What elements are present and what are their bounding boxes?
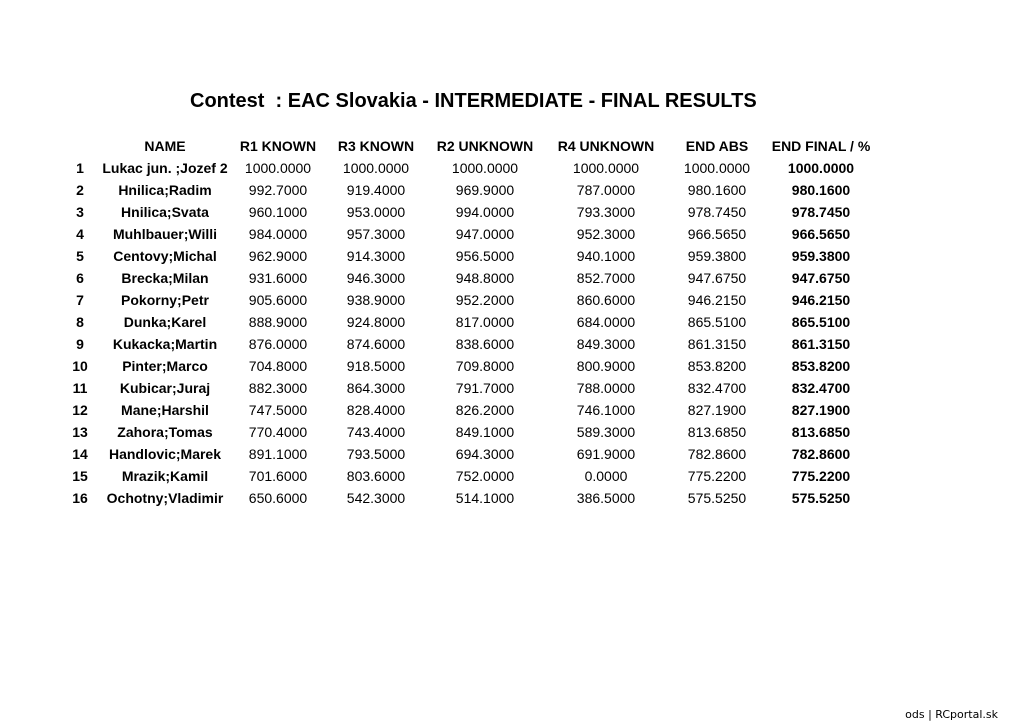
r2-unknown-cell: 969.9000: [455, 182, 515, 198]
rank-cell: 5: [76, 248, 84, 264]
end-final-cell: 978.7450: [791, 204, 851, 220]
r1-known-cell: 962.9000: [248, 248, 308, 264]
table-row: [62, 399, 878, 421]
end-abs-cell: 865.5100: [687, 314, 747, 330]
r2-unknown-cell: 952.2000: [455, 292, 515, 308]
r3-known-cell: 924.8000: [346, 314, 406, 330]
rank-cell: 7: [76, 292, 84, 308]
name-cell: Ochotny;Vladimir: [106, 490, 224, 506]
r1-known-cell: 747.5000: [248, 402, 308, 418]
column-header-rank: [62, 135, 98, 157]
end-abs-cell: 966.5650: [687, 226, 747, 242]
end-final-cell: 959.3800: [791, 248, 851, 264]
r3-known-cell: 938.9000: [346, 292, 406, 308]
r1-known-cell: 984.0000: [248, 226, 308, 242]
r3-known-cell: 918.5000: [346, 358, 406, 374]
end-abs-cell: 861.3150: [687, 336, 747, 352]
name-cell: Centovy;Michal: [113, 248, 217, 264]
r4-unknown-cell: 788.0000: [576, 380, 636, 396]
r4-unknown-cell: 746.1000: [576, 402, 636, 418]
r2-unknown-cell: 956.5000: [455, 248, 515, 264]
name-cell: Mrazik;Kamil: [121, 468, 209, 484]
r4-unknown-cell: 852.7000: [576, 270, 636, 286]
r1-known-cell: 1000.0000: [244, 160, 312, 176]
r3-known-cell: 874.6000: [346, 336, 406, 352]
r1-known-cell: 888.9000: [248, 314, 308, 330]
r2-unknown-cell: 694.3000: [455, 446, 515, 462]
end-abs-cell: 853.8200: [687, 358, 747, 374]
r1-known-cell: 876.0000: [248, 336, 308, 352]
r4-unknown-cell: 940.1000: [576, 248, 636, 264]
end-abs-cell: 1000.0000: [683, 160, 751, 176]
end-final-cell: 966.5650: [791, 226, 851, 242]
end-abs-cell: 980.1600: [687, 182, 747, 198]
name-cell: Pinter;Marco: [122, 358, 208, 374]
end-final-cell: 782.8600: [791, 446, 851, 462]
table-row: [62, 179, 878, 201]
rank-cell: 3: [76, 204, 84, 220]
column-header-end-abs: END ABS: [685, 138, 749, 154]
r4-unknown-cell: 589.3000: [576, 424, 636, 440]
end-final-cell: 947.6750: [791, 270, 851, 286]
end-final-cell: 980.1600: [791, 182, 851, 198]
name-cell: Brecka;Milan: [121, 270, 209, 286]
r1-known-cell: 891.1000: [248, 446, 308, 462]
r1-known-cell: 960.1000: [248, 204, 308, 220]
r2-unknown-cell: 709.8000: [455, 358, 515, 374]
r1-known-cell: 650.6000: [248, 490, 308, 506]
column-header-r4-unknown: R4 UNKNOWN: [557, 138, 655, 154]
end-final-cell: 832.4700: [791, 380, 851, 396]
rank-cell: 4: [76, 226, 84, 242]
r3-known-cell: 793.5000: [346, 446, 406, 462]
table-row: [62, 201, 878, 223]
r4-unknown-cell: 800.9000: [576, 358, 636, 374]
r4-unknown-cell: 691.9000: [576, 446, 636, 462]
rank-cell: 8: [76, 314, 84, 330]
r2-unknown-cell: 1000.0000: [451, 160, 519, 176]
r1-known-cell: 770.4000: [248, 424, 308, 440]
table-row: [62, 421, 878, 443]
name-cell: Mane;Harshil: [121, 402, 209, 418]
end-abs-cell: 782.8600: [687, 446, 747, 462]
rank-cell: 10: [72, 358, 88, 374]
table-row: [62, 355, 878, 377]
r3-known-cell: 946.3000: [346, 270, 406, 286]
r3-known-cell: 864.3000: [346, 380, 406, 396]
end-abs-cell: 575.5250: [687, 490, 747, 506]
name-cell: Muhlbauer;Willi: [112, 226, 218, 242]
r2-unknown-cell: 838.6000: [455, 336, 515, 352]
table-row: [62, 289, 878, 311]
results-table: [62, 135, 878, 509]
table-row: [62, 333, 878, 355]
end-abs-cell: 775.2200: [687, 468, 747, 484]
footer-credit: ods | RCportal.sk: [905, 708, 998, 721]
end-abs-cell: 946.2150: [687, 292, 747, 308]
end-final-cell: 853.8200: [791, 358, 851, 374]
rank-cell: 14: [72, 446, 88, 462]
r2-unknown-cell: 791.7000: [455, 380, 515, 396]
r4-unknown-cell: 952.3000: [576, 226, 636, 242]
r3-known-cell: 914.3000: [346, 248, 406, 264]
r2-unknown-cell: 514.1000: [455, 490, 515, 506]
end-abs-cell: 947.6750: [687, 270, 747, 286]
r4-unknown-cell: 860.6000: [576, 292, 636, 308]
rank-cell: 13: [72, 424, 88, 440]
r2-unknown-cell: 994.0000: [455, 204, 515, 220]
name-cell: Kukacka;Martin: [112, 336, 218, 352]
table-row: [62, 311, 878, 333]
r3-known-cell: 957.3000: [346, 226, 406, 242]
r3-known-cell: 953.0000: [346, 204, 406, 220]
end-abs-cell: 827.1900: [687, 402, 747, 418]
r3-known-cell: 828.4000: [346, 402, 406, 418]
r4-unknown-cell: 386.5000: [576, 490, 636, 506]
r4-unknown-cell: 684.0000: [576, 314, 636, 330]
name-cell: Zahora;Tomas: [117, 424, 213, 440]
page-title: Contest : EAC Slovakia - INTERMEDIATE - FINAL RESULTS: [190, 90, 757, 112]
r3-known-cell: 803.6000: [346, 468, 406, 484]
end-final-cell: 575.5250: [791, 490, 851, 506]
r4-unknown-cell: 0.0000: [584, 468, 628, 484]
r3-known-cell: 1000.0000: [342, 160, 410, 176]
r1-known-cell: 931.6000: [248, 270, 308, 286]
table-row: [62, 157, 878, 179]
r4-unknown-cell: 849.3000: [576, 336, 636, 352]
name-cell: Hnilica;Radim: [118, 182, 212, 198]
column-header-r3-known: R3 KNOWN: [337, 138, 415, 154]
r1-known-cell: 905.6000: [248, 292, 308, 308]
column-header-end-final: END FINAL / %: [771, 138, 871, 154]
rank-cell: 9: [76, 336, 84, 352]
results-body: [62, 157, 878, 509]
column-header-r2-unknown: R2 UNKNOWN: [436, 138, 534, 154]
r3-known-cell: 542.3000: [346, 490, 406, 506]
table-row: [62, 245, 878, 267]
end-abs-cell: 813.6850: [687, 424, 747, 440]
rank-cell: 1: [76, 160, 84, 176]
table-row: [62, 487, 878, 509]
r4-unknown-cell: 787.0000: [576, 182, 636, 198]
r2-unknown-cell: 947.0000: [455, 226, 515, 242]
column-header-name: NAME: [144, 138, 186, 154]
table-row: [62, 377, 878, 399]
rank-cell: 15: [72, 468, 88, 484]
r4-unknown-cell: 793.3000: [576, 204, 636, 220]
r2-unknown-cell: 948.8000: [455, 270, 515, 286]
name-cell: Lukac jun. ;Jozef 2: [102, 160, 228, 176]
r1-known-cell: 992.7000: [248, 182, 308, 198]
r3-known-cell: 919.4000: [346, 182, 406, 198]
name-cell: Dunka;Karel: [123, 314, 207, 330]
r1-known-cell: 882.3000: [248, 380, 308, 396]
table-row: [62, 267, 878, 289]
r2-unknown-cell: 752.0000: [455, 468, 515, 484]
r4-unknown-cell: 1000.0000: [572, 160, 640, 176]
r2-unknown-cell: 826.2000: [455, 402, 515, 418]
end-final-cell: 1000.0000: [787, 160, 855, 176]
rank-cell: 12: [72, 402, 88, 418]
end-abs-cell: 978.7450: [687, 204, 747, 220]
r2-unknown-cell: 849.1000: [455, 424, 515, 440]
end-final-cell: 865.5100: [791, 314, 851, 330]
name-cell: Hnilica;Svata: [121, 204, 209, 220]
table-row: [62, 223, 878, 245]
table-row: [62, 465, 878, 487]
column-header-r1-known: R1 KNOWN: [239, 138, 317, 154]
rank-cell: 11: [72, 380, 88, 396]
r2-unknown-cell: 817.0000: [455, 314, 515, 330]
end-final-cell: 946.2150: [791, 292, 851, 308]
end-final-cell: 775.2200: [791, 468, 851, 484]
r1-known-cell: 701.6000: [248, 468, 308, 484]
end-final-cell: 813.6850: [791, 424, 851, 440]
end-abs-cell: 832.4700: [687, 380, 747, 396]
end-final-cell: 827.1900: [791, 402, 851, 418]
r1-known-cell: 704.8000: [248, 358, 308, 374]
r3-known-cell: 743.4000: [346, 424, 406, 440]
rank-cell: 6: [76, 270, 84, 286]
rank-cell: 16: [72, 490, 88, 506]
name-cell: Kubicar;Juraj: [119, 380, 211, 396]
name-cell: Pokorny;Petr: [121, 292, 209, 308]
end-abs-cell: 959.3800: [687, 248, 747, 264]
rank-cell: 2: [76, 182, 84, 198]
name-cell: Handlovic;Marek: [108, 446, 222, 462]
end-final-cell: 861.3150: [791, 336, 851, 352]
table-row: [62, 443, 878, 465]
header-row: [62, 135, 878, 157]
